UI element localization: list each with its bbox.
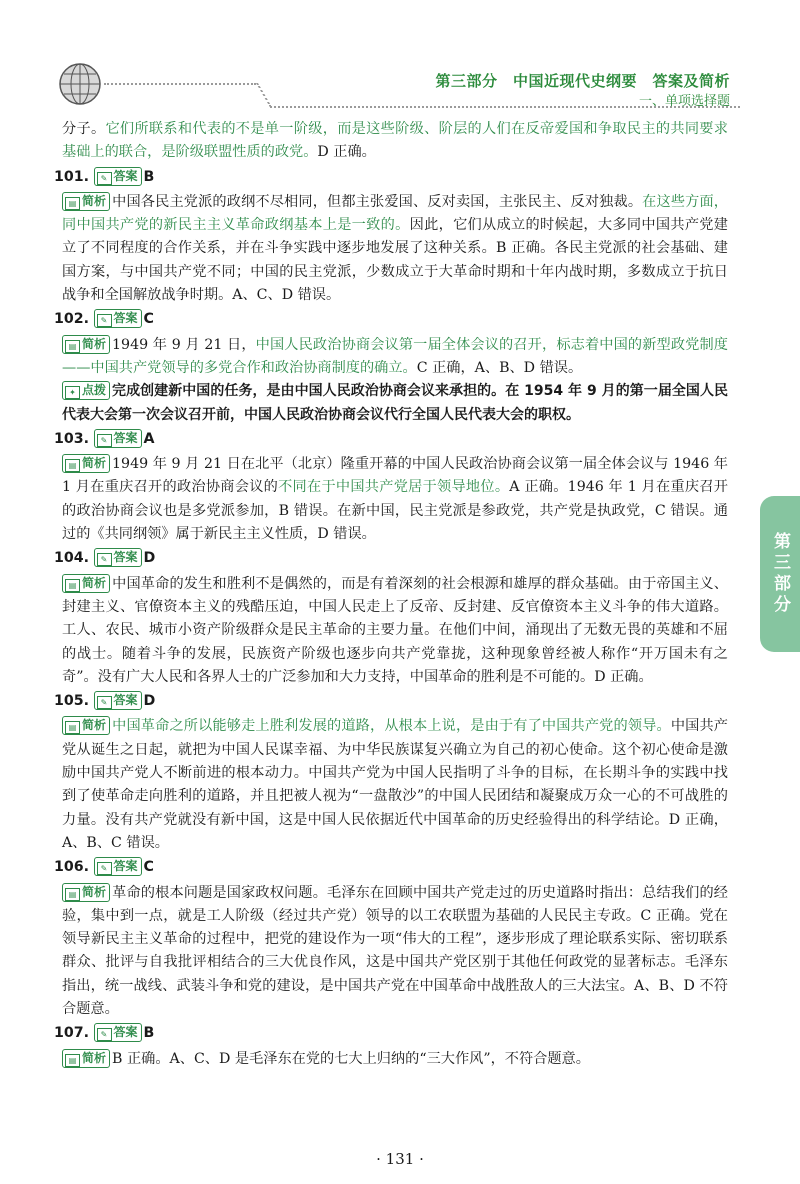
question-101-analysis: ▤ 简析 中国各民主党派的政纲不尽相同，但都主张爱国、反对卖国，主张民主、反对独裁。在这些方面，同中国共产党的新民主主义革命政纲基本上是一致的。因此，它们从成立的时候起，大多同中国共产党建立了不同程度的合作关系，并在斗争实践中逐步地发展了这种关系。B 正确。各民主党派的社会基础、建国方案，与中国共产党不同；中国的民主党派，少数成立于大革命时期和十年内战时期，多数成立于抗日战争和全国解放战争时期。A、C、D 错误。	[62, 193, 728, 304]
book-icon: ▤	[65, 197, 80, 210]
intro-paragraph: 分子。它们所联系和代表的不是单一阶级，而是这些阶级、阶层的人们在反帝爱国和争取民主的共同要求基础上的联合，是阶级联盟性质的政党。D 正确。	[62, 121, 728, 161]
answer-content	[54, 118, 728, 1071]
question-105-answer: 105. ✎ 答案 D	[54, 693, 156, 710]
book-icon: ▤	[65, 340, 80, 353]
analysis-tag: ▤ 简析	[62, 716, 110, 735]
book-icon: ▤	[65, 1054, 80, 1067]
question-107-analysis: ▤ 简析 B 正确。A、C、D 是毛泽东在党的七大上归纳的“三大作风”，不符合题意。	[62, 1048, 728, 1071]
pencil-icon: ✎	[97, 1028, 112, 1041]
pencil-icon: ✎	[97, 696, 112, 709]
header-title: 第三部分 中国近现代史纲要 答案及简析	[435, 72, 730, 90]
analysis-tag: ▤ 简析	[62, 454, 110, 473]
pencil-icon: ✎	[97, 434, 112, 447]
question-105-analysis: ▤ 简析 中国革命之所以能够走上胜利发展的道路，从根本上说，是由于有了中国共产党的领导。中国共产党从诞生之日起，就把为中国人民谋幸福、为中华民族谋复兴确立为自己的初心使命。这个初心使命是激励中国共产党人不断前进的根本动力。中国共产党为中国人民指明了斗争的目标，在长期斗争的实践中找到了使革命走向胜利的道路，并且把被人视为“一盘散沙”的中国人民团结和凝聚成万众一心的不可战胜的力量。没有共产党就没有新中国，这是中国人民依据近代中国革命的历史经验得出的科学结论。D 正确，A、B、C 错误。	[62, 718, 728, 851]
answer-tag: ✎ 答案	[94, 309, 142, 328]
question-106-analysis: ▤ 简析 革命的根本问题是国家政权问题。毛泽东在回顾中国共产党走过的历史道路时指出：总结我们的经验，集中到一点，就是工人阶级（经过共产党）领导的以工农联盟为基础的人民民主专政。C 正确。党在领导新民主主义革命的过程中，把党的建设作为一项“伟大的工程”，逐步形成了理论联系实际、密切联系群众、批评与自我批评相结合的三大优良作风，这是中国共产党区别于其他任何政党的显著标志。毛泽东指出，统一战线、武装斗争和党的建设，是中国共产党在中国革命中战胜敌人的三大法宝。A、B、D 不符合题意。	[62, 884, 728, 1017]
analysis-tag: ▤ 简析	[62, 1049, 110, 1068]
book-icon: ▤	[65, 721, 80, 734]
analysis-tag: ▤ 简析	[62, 335, 110, 354]
question-103-answer: 103. ✎ 答案 A	[54, 430, 155, 447]
analysis-tag: ▤ 简析	[62, 574, 110, 593]
question-102-analysis: ▤ 简析 1949 年 9 月 21 日，中国人民政治协商会议第一届全体会议的召开，标志着中国的新型政党制度——中国共产党领导的多党合作和政治协商制度的确立。C 正确，A、B、D 错误。	[62, 336, 728, 376]
globe-icon	[58, 62, 102, 106]
tip-tag: ✦ 点拨	[62, 381, 110, 400]
answer-tag: ✎ 答案	[94, 1023, 142, 1042]
pencil-icon: ✎	[97, 862, 112, 875]
header-rule	[104, 83, 256, 85]
question-102-tip: ✦ 点拨 完成创建新中国的任务，是由中国人民政治协商会议来承担的。在 1954 年 9 月的第一届全国人民代表大会第一次会议召开前，中国人民政治协商会议代行全国人民代表大会的职权。	[62, 383, 728, 423]
question-107-answer: 107. ✎ 答案 B	[54, 1025, 155, 1042]
book-icon: ▤	[65, 459, 80, 472]
answer-tag: ✎ 答案	[94, 548, 142, 567]
answer-tag: ✎ 答案	[94, 429, 142, 448]
book-icon: ▤	[65, 888, 80, 901]
page-number: · 131 ·	[376, 1150, 424, 1168]
analysis-tag: ▤ 简析	[62, 883, 110, 902]
analysis-tag: ▤ 简析	[62, 192, 110, 211]
book-icon: ▤	[65, 579, 80, 592]
pencil-icon: ✎	[97, 553, 112, 566]
question-104-analysis: ▤ 简析 中国革命的发生和胜利不是偶然的，而是有着深刻的社会根源和雄厚的群众基础。由于帝国主义、封建主义、官僚资本主义的残酷压迫，中国人民走上了反帝、反封建、反官僚资本主义斗争的伟大道路。工人、农民、城市小资产阶级群众是民主革命的主要力量。在他们中间，涌现出了无数无畏的英雄和不屈的战士。随着斗争的发展，民族资产阶级也逐步向共产党靠拢，这种现象曾经被人称作“开万国未有之奇”。没有广大人民和各界人士的广泛参加和大力支持，中国革命的胜利是不可能的。D 正确。	[62, 575, 728, 685]
answer-tag: ✎ 答案	[94, 167, 142, 186]
question-103-analysis: ▤ 简析 1949 年 9 月 21 日在北平（北京）隆重开幕的中国人民政治协商会议第一届全体会议与 1946 年 1 月在重庆召开的政治协商会议的不同在于中国共产党居于领导地位。A 正确。1946 年 1 月在重庆召开的政治协商会议也是多党派参加，B 错误。在新中国，民主党派是参政党，共产党是执政党，C 错误。通过的《共同纲领》属于新民主主义性质，D 错误。	[62, 456, 728, 543]
question-104-answer: 104. ✎ 答案 D	[54, 550, 156, 567]
lightbulb-icon: ✦	[65, 386, 80, 399]
section-side-tab: 第三部分	[760, 496, 800, 652]
answer-tag: ✎ 答案	[94, 691, 142, 710]
question-101-answer: 101. ✎ 答案 B	[54, 168, 155, 185]
question-102-answer: 102. ✎ 答案 C	[54, 311, 154, 328]
question-106-answer: 106. ✎ 答案 C	[54, 859, 154, 876]
pencil-icon: ✎	[97, 172, 112, 185]
pencil-icon: ✎	[97, 314, 112, 327]
header-rule-slant	[256, 83, 294, 107]
header-subtitle: 一、单项选择题	[638, 94, 730, 109]
answer-tag: ✎ 答案	[94, 857, 142, 876]
